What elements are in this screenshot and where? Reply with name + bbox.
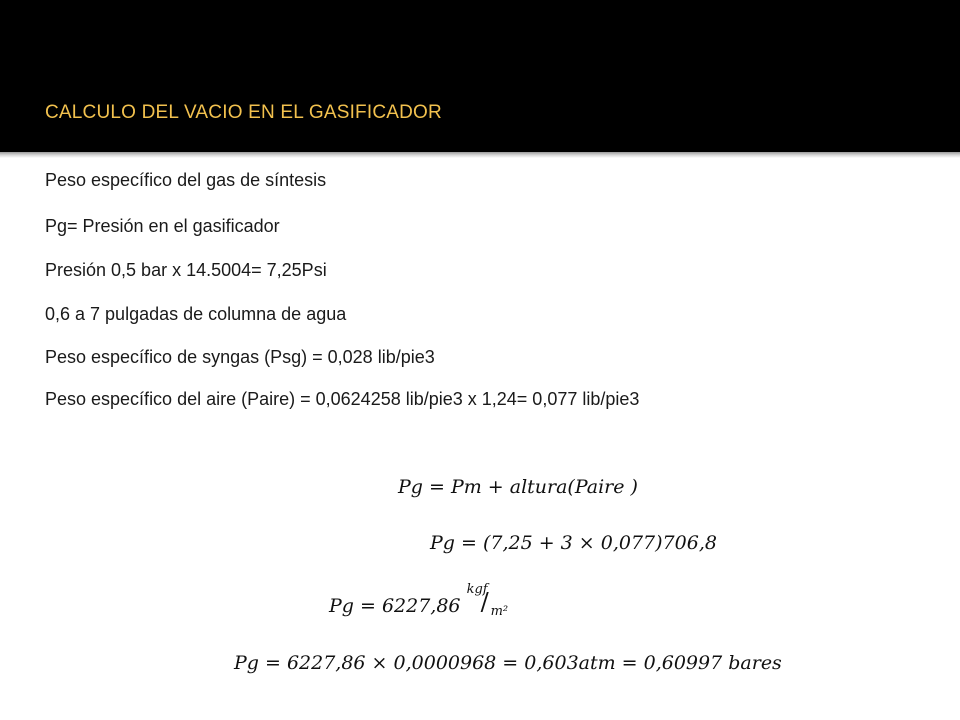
equation-3: [329, 582, 511, 622]
slide-title: CALCULO DEL VACIO EN EL GASIFICADOR: [45, 102, 442, 123]
equation-3-value: Pg = 6227,86: [329, 595, 461, 617]
equation-3-unit: [466, 582, 511, 622]
body-line-6: Peso específico del aire (Paire) = 0,0624258 lib/pie3 x 1,24= 0,077 lib/pie3: [45, 389, 640, 409]
unit-denominator: m²: [490, 604, 509, 619]
title-band: [0, 0, 960, 152]
body-line-5: Peso específico de syngas (Psg) = 0,028 lib/pie3: [45, 347, 435, 367]
unit-numerator: kgf: [466, 582, 488, 597]
body-line-4: 0,6 a 7 pulgadas de columna de agua: [45, 304, 347, 324]
equation-1: Pg = Pm + altura(Paire ): [398, 476, 638, 498]
equation-4: Pg = 6227,86 × 0,0000968 = 0,603atm = 0,60997 bares: [234, 652, 782, 674]
slide-content: [0, 158, 960, 720]
body-line-1: Peso específico del gas de síntesis: [45, 170, 327, 190]
unit-slash: /: [480, 588, 489, 616]
equation-2: Pg = (7,25 + 3 × 0,077)706,8: [430, 532, 717, 554]
body-line-2: Pg= Presión en el gasificador: [45, 216, 280, 236]
body-line-3: Presión 0,5 bar x 14.5004= 7,25Psi: [45, 260, 327, 280]
